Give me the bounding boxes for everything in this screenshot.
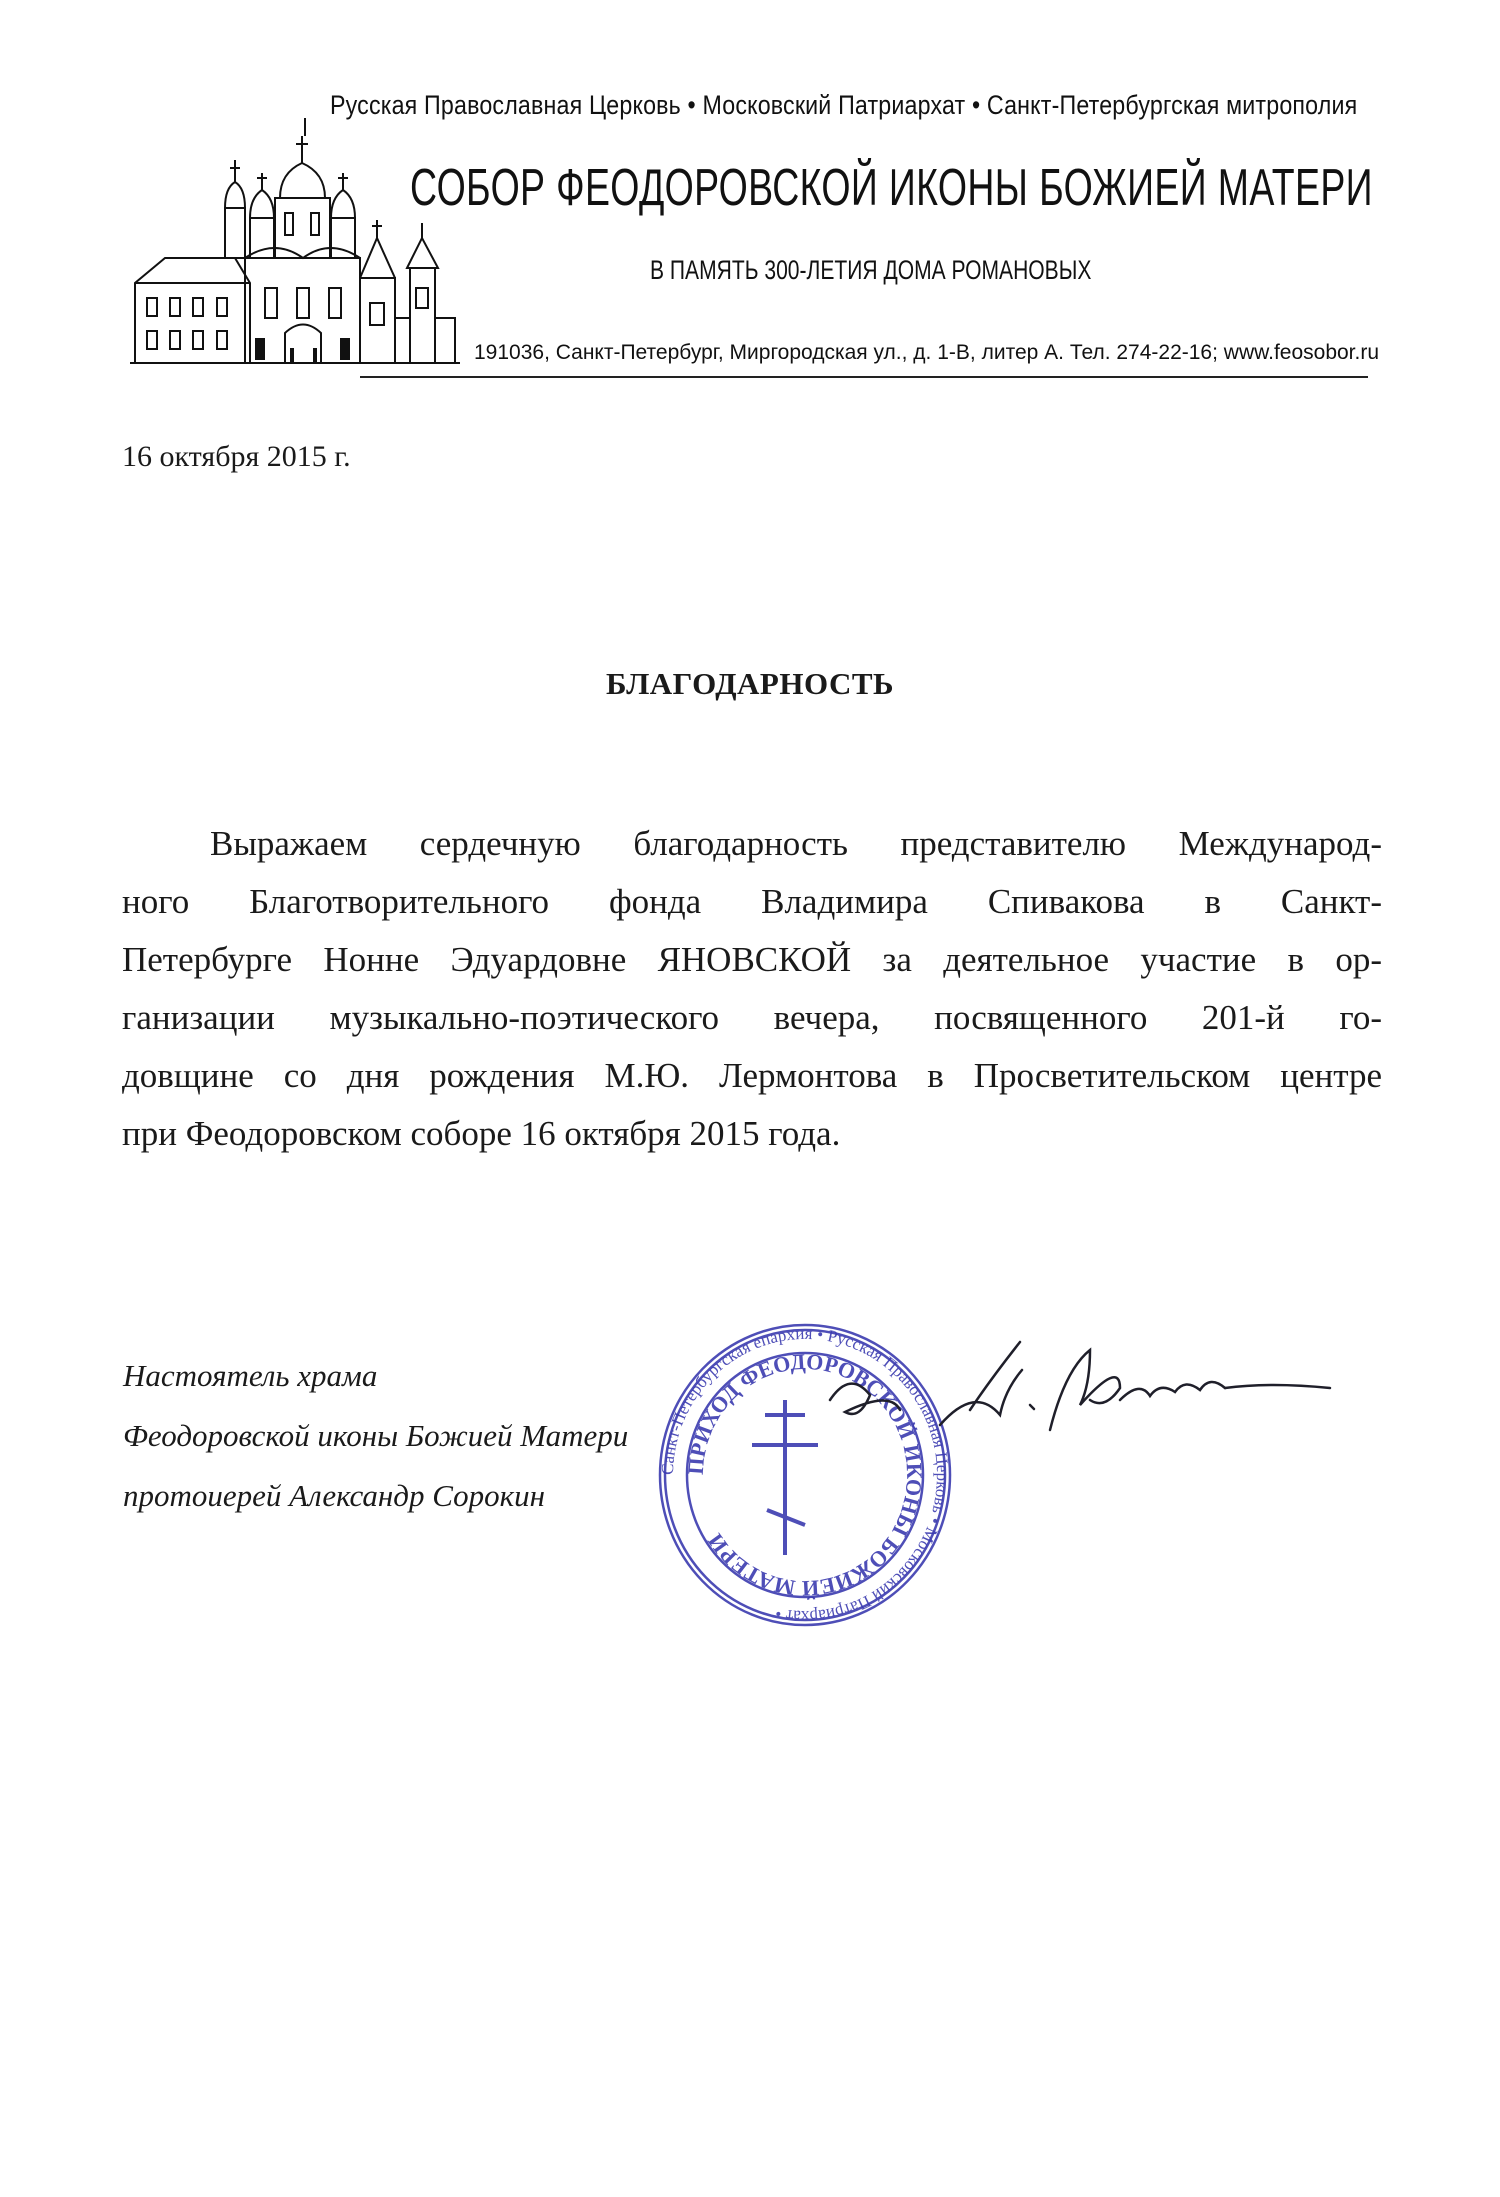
body-line-4: ганизации музыкально-поэтического вечера, посвященного 201-й го- <box>122 998 1382 1037</box>
letterhead-church-line: Русская Православная Церковь • Московский Патриархат • Санкт-Петербургская митрополия <box>330 90 1358 120</box>
body-line-2: ного Благотворительного фонда Владимира Спивакова в Санкт- <box>122 882 1382 921</box>
signatory-position: Настоятель храма <box>123 1358 378 1393</box>
body-line-text: Выражаем сердечную благодарность представителю Международ- <box>210 824 1382 863</box>
signatory-church: Феодоровской иконы Божией Матери <box>123 1418 629 1453</box>
signatory-block <box>123 1358 628 1538</box>
cathedral-logo <box>125 88 465 373</box>
stamp-outer-text: Санкт-Петербургская епархия • Русская Православная Церковь • Московский Патриархат • <box>657 1323 953 1627</box>
signatory-name: протоиерей Александр Сорокин <box>123 1478 545 1513</box>
letterhead-divider <box>360 376 1368 378</box>
document-title: БЛАГОДАРНОСТЬ <box>605 666 895 701</box>
letter-date: 16 октября 2015 г. <box>122 440 351 473</box>
stamp-inner-text: ПРИХОД ФЕОДОРОВСКОЙ ИКОНЫ БОЖИЕЙ МАТЕРИ <box>682 1348 928 1602</box>
letterhead-address: 191036, Санкт-Петербург, Миргородская ул., д. 1-В, литер А. Тел. 274-22-16; www.feosobor.ru <box>474 341 1380 364</box>
body-line-6: при Феодоровском соборе 16 октября 2015 года. <box>122 1114 841 1153</box>
body-line-3: Петербурге Нонне Эдуардовне ЯНОВСКОЙ за деятельное участие в ор- <box>122 940 1382 979</box>
handwritten-signature <box>790 1330 1350 1480</box>
body-line-5: довщине со дня рождения М.Ю. Лермонтова в Просветительском центре <box>122 1056 1382 1095</box>
body-line-1 <box>122 815 1382 873</box>
letterhead-cathedral-title: СОБОР ФЕОДОРОВСКОЙ ИКОНЫ БОЖИЕЙ МАТЕРИ <box>410 159 1373 217</box>
letterhead-memory-line: В ПАМЯТЬ 300-ЛЕТИЯ ДОМА РОМАНОВЫХ <box>650 255 1092 285</box>
letter-body <box>122 815 1382 1163</box>
